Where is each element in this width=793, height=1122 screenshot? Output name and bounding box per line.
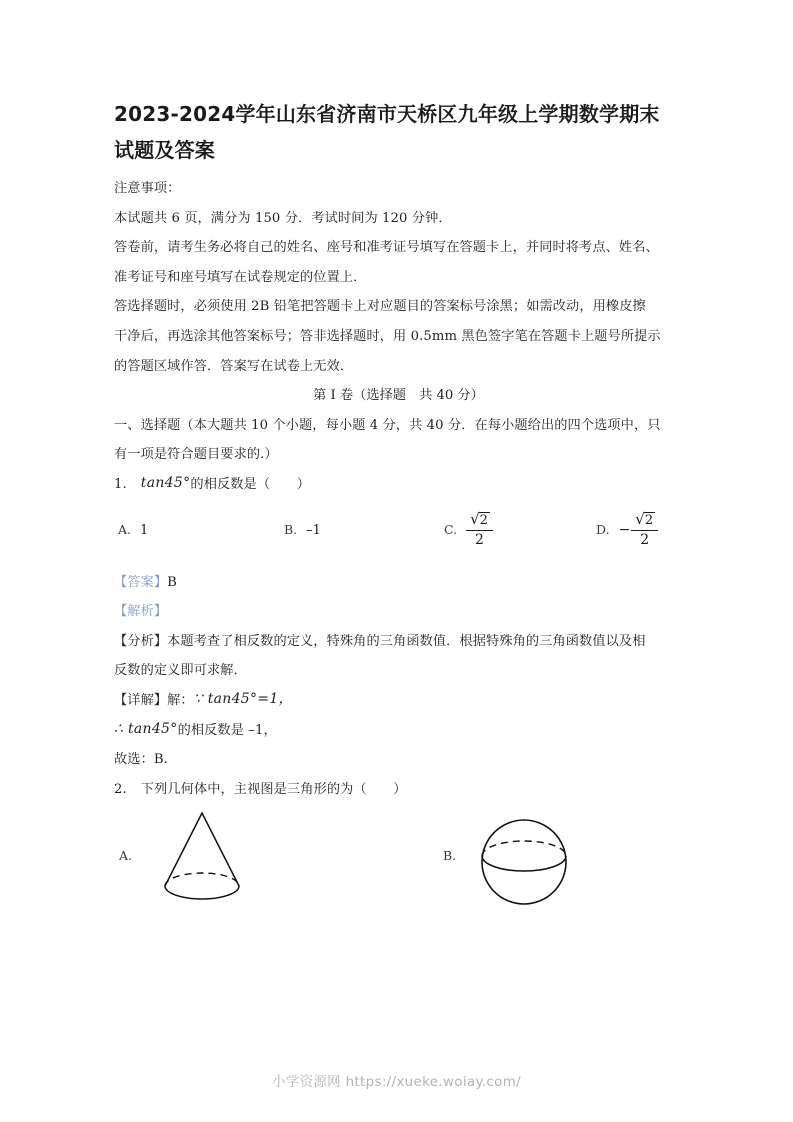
question-1-option-c[interactable] (444, 509, 493, 550)
option-d-negative-fraction (618, 509, 659, 548)
notice-line-3: 准考证号和座号填写在试卷规定的位置上． (114, 269, 367, 285)
option-a-label: A. (118, 521, 132, 537)
notice-line-4: 答选择题时，必须使用 2B 铅笔把答题卡上对应题目的答案标号涂黑；如需改动，用橡皮擦 (114, 299, 646, 315)
sqrt-icon: √2 (635, 509, 654, 528)
detail-line-2 (114, 716, 679, 746)
option-c-label: C. (444, 522, 458, 538)
option-c-fraction (466, 511, 493, 549)
option-d-numerator: 2 (644, 512, 654, 528)
notice-line-1: 本试题共 6 页，满分为 150 分．考试时间为 120 分钟． (114, 210, 452, 226)
section-one-line-1: 一、选择题（本大题共 10 个小题，每小题 4 分，共 40 分．在每小题给出的四个选项中，只 (114, 417, 661, 433)
detail-text-2: 的相反数是 –1， (177, 722, 277, 738)
question-1-stem (114, 470, 679, 500)
question-2-stem (114, 775, 679, 805)
question-1-stem-text: 的相反数是（ ） (190, 476, 310, 492)
analysis-line-1: 【分析】本题考查了相反数的定义，特殊角的三角函数值．根据特殊角的三角函数值以及相 (114, 633, 646, 649)
detail-math-2: ∴ tan45° (114, 720, 178, 737)
question-2-option-b-label[interactable]: B. (443, 848, 457, 864)
option-d-denominator: 2 (640, 531, 650, 548)
question-2-option-a-label[interactable]: A. (119, 848, 133, 864)
option-c-denominator: 2 (475, 531, 484, 548)
option-d-label: D. (596, 522, 610, 538)
option-b-label: B. (284, 521, 298, 537)
notice-heading: 注意事项： (114, 181, 181, 196)
option-a-value: 1 (140, 522, 149, 538)
question-2-options (114, 810, 679, 928)
answer-value: B (167, 574, 177, 590)
analysis-line-2: 反数的定义即可求解． (114, 663, 247, 679)
answer-label: 【答案】 (114, 574, 168, 590)
question-1-number: 1. (114, 476, 127, 492)
question-1-option-b[interactable] (284, 522, 321, 538)
question-1-stem-math: tan45° (140, 474, 191, 491)
notice-line-2: 答卷前，请考生务必将自己的姓名、座号和准考证号填写在答题卡上，并同时将考点、姓名、 (114, 240, 659, 256)
notice-line-5: 干净后，再选涂其他答案标号；答非选择题时，用 0.5mm 黑色签字笔在答题卡上题号所提示 (114, 328, 661, 344)
analysis-label: 【解析】 (114, 604, 168, 620)
paper-part-heading: 第 I 卷（选择题 共 40 分） (313, 388, 484, 404)
document-content (114, 96, 679, 928)
footer-watermark: 小学资源网 https://xueke.woiay.com/ (271, 1074, 522, 1090)
minus-sign-icon: − (618, 521, 631, 538)
detail-math-1: ∵ tan45°=1， (193, 690, 293, 707)
option-b-value: –1 (306, 522, 321, 538)
question-1-option-a[interactable] (118, 522, 148, 538)
sphere-icon (464, 802, 584, 922)
page-title: 2023-2024学年山东省济南市天桥区九年级上学期数学期末试题及答案 (114, 102, 660, 162)
sqrt-icon: √2 (470, 509, 488, 528)
detail-label: 【详解】解： (114, 692, 194, 708)
option-c-numerator: 2 (479, 512, 488, 528)
question-2-number: 2. (114, 781, 127, 797)
cone-icon (138, 808, 268, 920)
question-1-answer (114, 568, 679, 598)
section-one-line-2: 有一项是符合题目要求的.） (114, 447, 278, 463)
question-1-option-d[interactable] (596, 509, 658, 550)
question-1-options (114, 506, 679, 568)
notice-line-6: 的答题区域作答．答案写在试卷上无效． (114, 358, 354, 374)
detail-line-3: 故选：B. (114, 752, 168, 768)
question-2-stem-text: 下列几何体中，主视图是三角形的为（ ） (140, 781, 407, 797)
detail-line-1 (114, 686, 679, 716)
